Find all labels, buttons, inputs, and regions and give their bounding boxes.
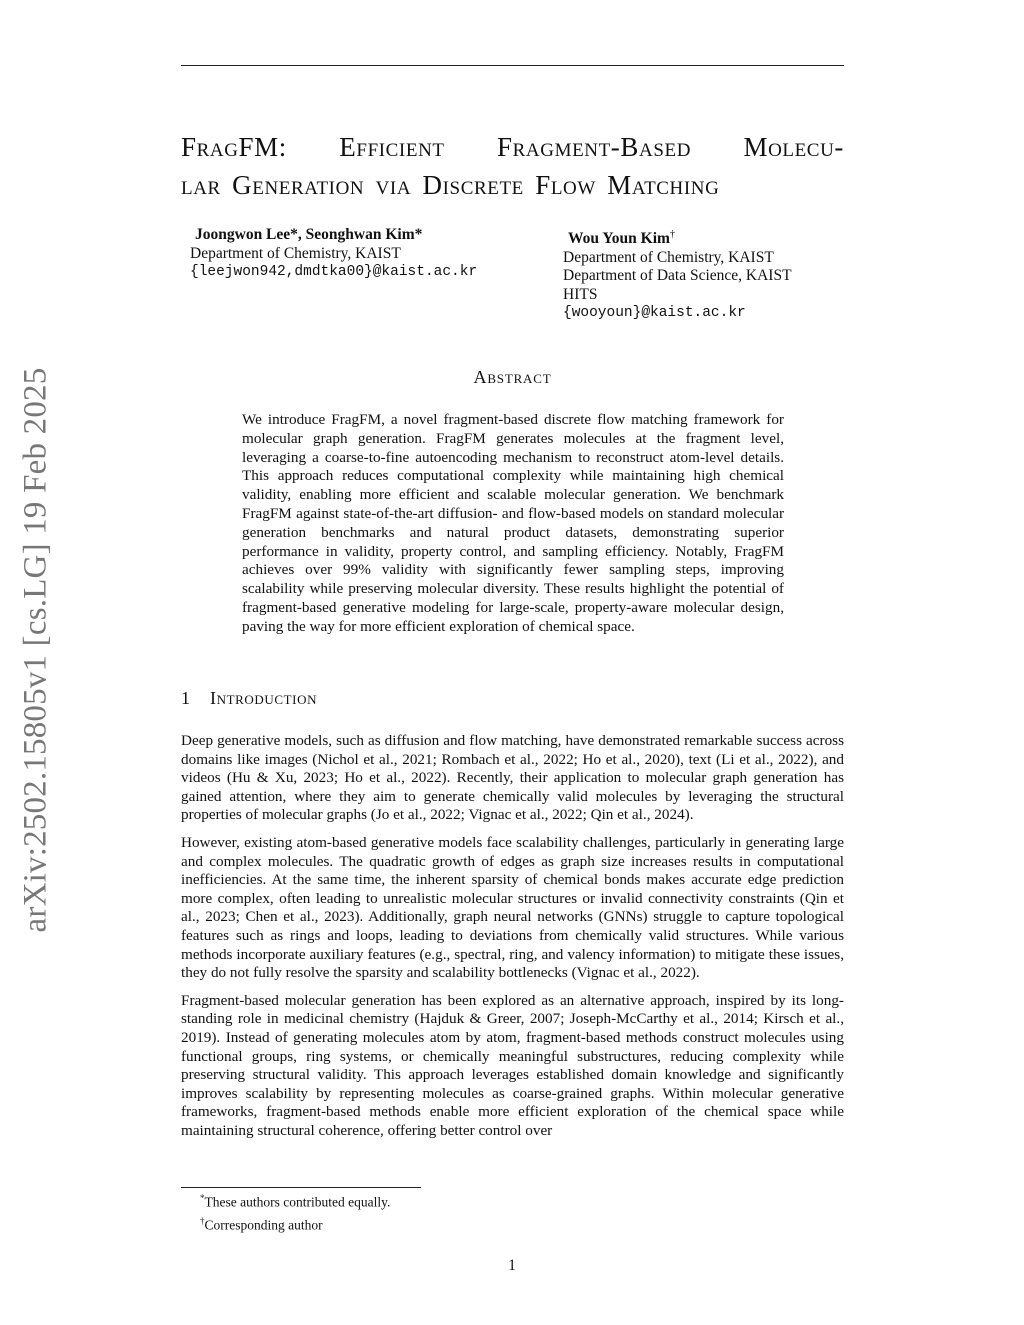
footnote-2-text: Corresponding author: [204, 1217, 323, 1233]
abstract-heading: Abstract: [473, 367, 552, 387]
page-number: 1: [508, 1257, 516, 1274]
author-name-text: Wou Youn Kim: [568, 230, 670, 248]
author-affiliation-2: Department of Data Science, KAIST: [563, 267, 792, 285]
footnote-rule: [181, 1187, 421, 1188]
section-title: Introduction: [210, 688, 318, 708]
author-block-left: [190, 226, 540, 282]
author-affiliation-left: Department of Chemistry, KAIST: [190, 244, 401, 262]
title-line-2: lar Generation via Discrete Flow Matching: [181, 170, 720, 200]
author-email-right[interactable]: {wooyoun}@kaist.ac.kr: [563, 305, 746, 322]
paragraph: Deep generative models, such as diffusion and flow matching, have demonstrated remarkable success across domains like images (Nichol et al., 2021; Rombach et al., 2022; Ho et al., 2020), text (Li et al., 2022), and videos (Hu & Xu, 2023; Ho et al., 2022). Recently, their application to molecular graph generation has gained attention, where they aim to generate chemically valid molecules by leveraging the structural properties of molecular graphs (Jo et al., 2022; Vignac et al., 2022; Qin et al., 2024).: [181, 732, 844, 824]
footnotes: [200, 1189, 390, 1235]
author-name-right: [563, 226, 853, 249]
footnote-2-mark: †: [200, 1216, 205, 1226]
section-heading: [181, 688, 317, 709]
author-affiliation-3: HITS: [563, 285, 598, 303]
footnote-2: [200, 1212, 390, 1235]
footnote-1: [200, 1189, 390, 1212]
paragraph: Fragment-based molecular generation has been explored as an alternative approach, inspired by its long-standing role in medicinal chemistry (Hajduk & Greer, 2007; Joseph-McCarthy et al., 2014; Kirsch et al., 2019). Instead of generating molecules atom by atom, fragment-based methods construct molecules using functional groups, ring systems, or chemically meaningful substructures, reducing complexity while preserving structural validity. This approach leverages established domain knowledge and significantly improves scalability by representing molecules as coarse-grained graphs. Within molecular generative frameworks, fragment-based methods enable more efficient exploration of the chemical space while maintaining structural coherence, offering better control over: [181, 991, 844, 1139]
author-block-right: [563, 226, 853, 323]
footnote-1-mark: *: [200, 1193, 205, 1203]
paragraph: However, existing atom-based generative models face scalability challenges, particularly in generating large and complex molecules. The quadratic growth of edges as graph size increases results in computational inefficiencies. At the same time, the inherent sparsity of chemical bonds makes accurate edge prediction more complex, often leading to unrealistic molecular structures or invalid connectivity constraints (Qin et al., 2023; Chen et al., 2023). Additionally, graph neural networks (GNNs) struggle to capture topological features such as rings and loops, leading to deviations from chemically valid structures. While various methods incorporate auxiliary features (e.g., spectral, ring, and valency information) to mitigate these issues, they do not fully resolve the sparsity and scalability bottlenecks (Vignac et al., 2022).: [181, 833, 844, 982]
header-rule: [181, 65, 844, 66]
section-number: 1: [181, 688, 191, 708]
introduction-body: [181, 732, 844, 1149]
title-line-1: FragFM: Efficient Fragment-Based Molecu-: [181, 132, 844, 162]
author-email-left[interactable]: {leejwon942,dmdtka00}@kaist.ac.kr: [190, 264, 478, 280]
author-names-left: Joongwon Lee*, Seonghwan Kim*: [195, 226, 423, 243]
author-affiliation-1: Department of Chemistry, KAIST: [563, 248, 774, 266]
paper-title: [181, 128, 844, 204]
arxiv-identifier[interactable]: arXiv:2502.15805v1 [cs.LG] 19 Feb 2025: [17, 367, 54, 933]
abstract-text: We introduce FragFM, a novel fragment-based discrete flow matching framework for molecular graph generation. FragFM generates molecules at the fragment level, leveraging a coarse-to-fine autoencoding mechanism to reconstruct atom-level details. This approach reduces computational complexity while maintaining high chemical validity, enabling more efficient and scalable molecular generation. We benchmark FragFM against state-of-the-art diffusion- and flow-based models on standard molecular generation benchmarks and natural product datasets, demonstrating superior performance in validity, property control, and sampling efficiency. Notably, FragFM achieves over 99% validity with significantly fewer sampling steps, improving scalability while preserving molecular diversity. These results highlight the potential of fragment-based generative modeling for large-scale, property-aware molecular design, paving the way for more efficient exploration of chemical space.: [242, 411, 784, 635]
corresponding-mark: †: [669, 229, 675, 240]
footnote-1-text: These authors contributed equally.: [204, 1194, 391, 1210]
